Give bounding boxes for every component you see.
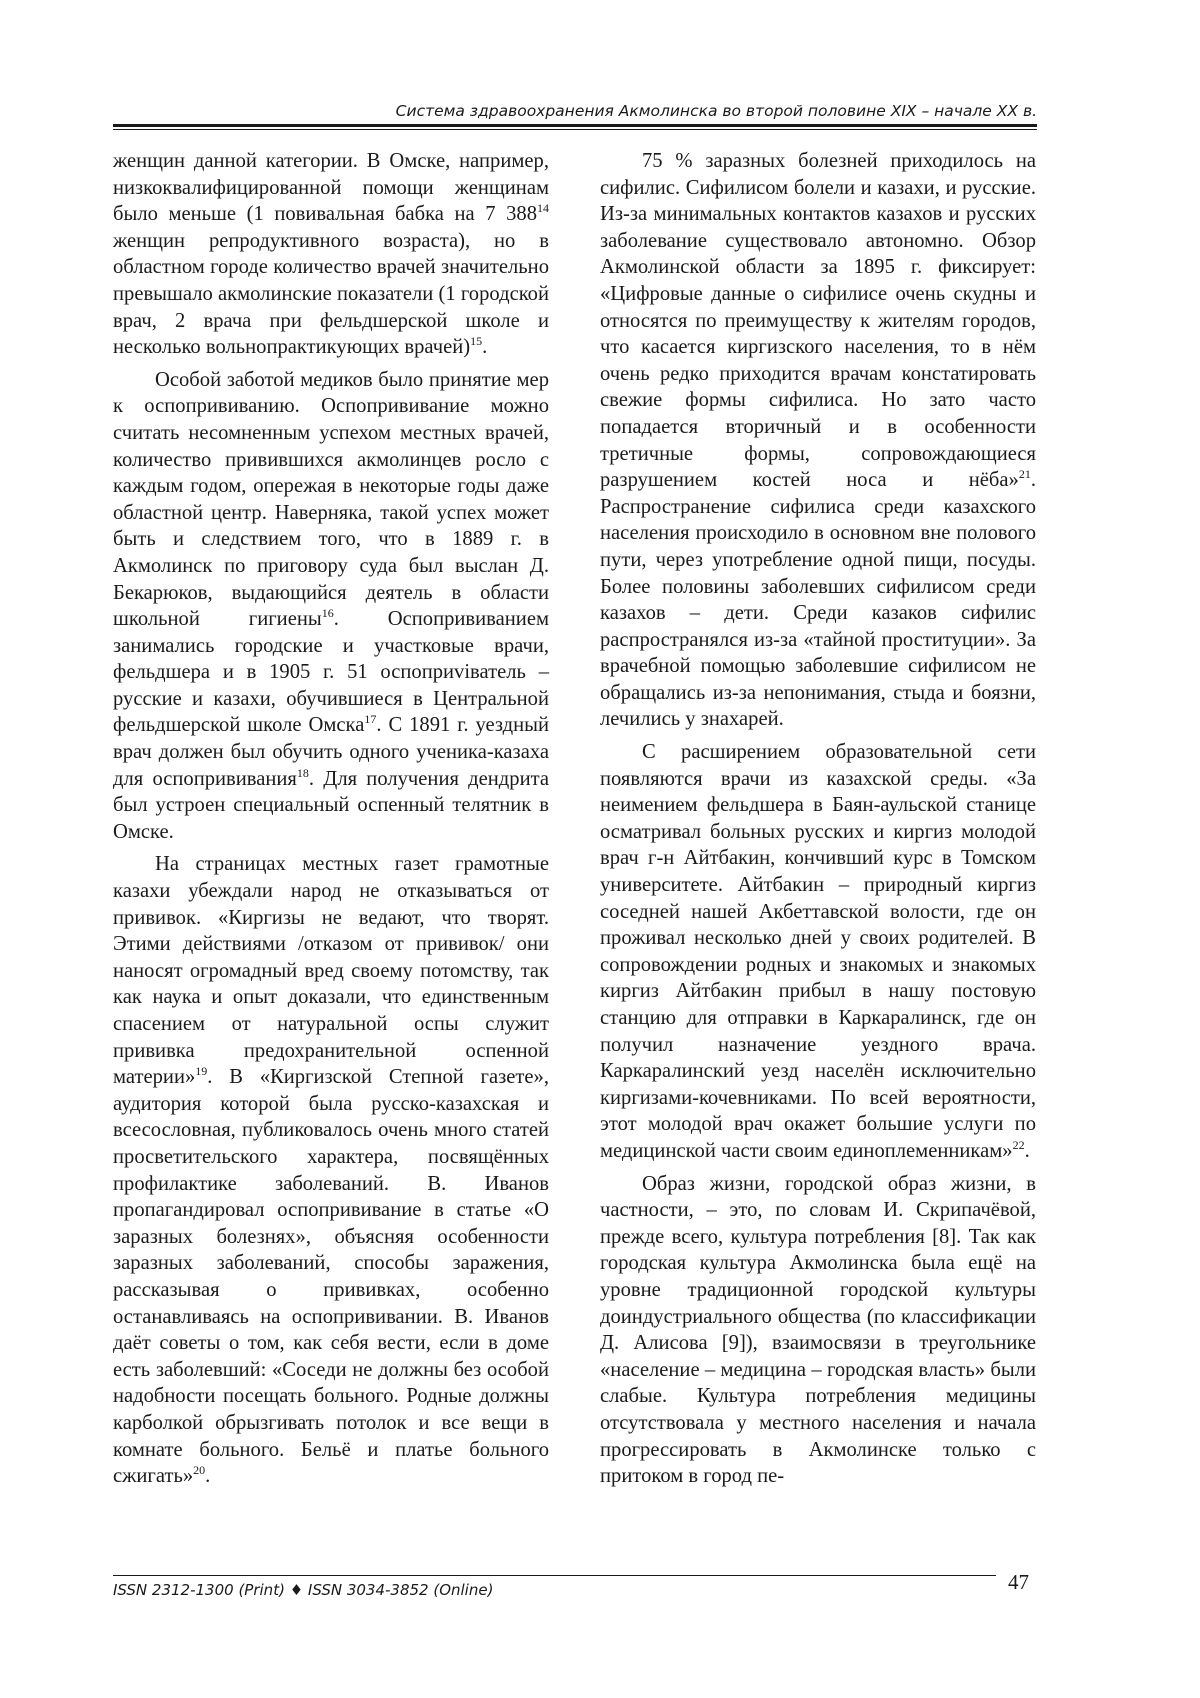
footnote-ref: 21	[1018, 467, 1031, 482]
footnote-ref: 18	[296, 765, 309, 780]
text-run: На страницах местных газет грамотные казахи убеждали народ не отказываться от прививок. «Киргизы не ведают, что творят. Этими действиями /отказом от прививок/ они наносят огромадный вред своему потомству, так как наука и опыт доказали, что единственным спасением от натуральной оспы служит прививка предохранительной оспенной материи»	[113, 853, 549, 1089]
text-run: . В «Киргизской Степной газете», аудитория которой была русско-казахская и всесословная, публиковалось очень много статей просветительского характера, посвящённых профилактике заболеваний. В. Иванов пропагандировал оспопрививание в статье «О заразных болезнях», объясняя особенности заразных заболеваний, способы заражения, рассказывая о прививках, особенно останавливаясь на оспопрививании. В. Иванов даёт советы о том, как себя вести, если в доме есть заболевший: «Соседи не должны без особой надобности посещать больного. Родные должны карболкой обрызгивать потолок и все вещи в комнате больного. Бельё и платье больного сжигать»	[113, 1066, 549, 1488]
right-paragraph	[600, 148, 1036, 733]
text-run: Образ жизни, городской образ жизни, в частности, – это, по словам И. Скрипачёвой, прежде всего, культура потребления [8]. Так как городская культура Акмолинска была ещё на уровне традиционной городской культуры доиндустриального общества (по классификации Д. Алисова [9]), взаимосвязи в треугольнике «население – медицина – городская власть» были слабые. Культура потребления медицины отсутствовала у местного населения и начала прогрессировать в Акмолинске только с притоком в город пе-	[600, 1172, 1036, 1488]
right-column	[600, 148, 1036, 1490]
left-paragraph	[113, 148, 549, 361]
footnote-ref: 19	[195, 1064, 208, 1079]
left-paragraph	[113, 851, 549, 1489]
text-run: . С 1891 г. уездный врач должен был обучить одного ученика-казаха для оспопрививания	[113, 714, 549, 790]
text-run: женщин репродуктивного возраста), но в областном городе количество врачей значительно превышало акмолинские показатели (1 городской врач, 2 врача при фельдшерской школе и несколько вольнопрактикующих врачей)	[113, 229, 549, 359]
text-run: 75 % заразных болезней приходилось на сифилис. Сифилисом болели и казахи, и русские. Из-за минимальных контактов казахов и русских заболевание существовало автономно. Обзор Акмолинской области за 1895 г. фиксирует: «Цифровые данные о сифилисе очень скудны и относятся по преимуществу к жителям городов, что касается киргизского населения, то в нём очень редко приходится врачам констатировать свежие формы сифилиса. Но зато часто попадается вторичный и в особенности третичные формы, сопровождающиеся разрушением костей носа и нёба»	[600, 150, 1036, 492]
footer-rule	[113, 1575, 996, 1576]
text-run: . Оспопрививанием занимались городские и участковые врачи, фельдшера и в 1905 г. 51 оспоприviватель – русские и казахи, обучившиеся в Центральной фельдшерской школе Омска	[113, 608, 549, 737]
issn-line: ISSN 2312-1300 (Print) ♦ ISSN 3034-3852 (Online)	[113, 1581, 494, 1599]
text-run: .	[1024, 1139, 1030, 1162]
footnote-ref: 15	[470, 334, 483, 349]
footnote-ref: 17	[364, 712, 377, 727]
header-rule-thin	[113, 129, 1037, 130]
page-number: 47	[1008, 1570, 1029, 1594]
text-run: .	[482, 336, 488, 359]
text-run: . Для получения дендрита был устроен специальный оспенный телятник в Омске.	[113, 767, 549, 843]
right-paragraph	[600, 739, 1036, 1165]
text-run: женщин данной категории. В Омске, например, низкоквалифицированной помощи женщинам было меньше (1 повивальная бабка на 7 388	[113, 150, 549, 226]
header-rule-thick	[113, 124, 1037, 127]
left-column	[113, 148, 549, 1490]
footnote-ref: 14	[537, 201, 549, 216]
right-paragraph	[600, 1171, 1036, 1490]
text-run: . Распространение сифилиса среди казахского населения происходило в основном вне полового пути, через употребление одной пищи, посуды. Более половины заболевших сифилисом среди казахов – дети. Среди казаков сифилис распространялся из-за «тайной проституции». За врачебной помощью заболевшие сифилисом не обращались из-за непонимания, стыда и боязни, лечились у знахарей.	[600, 469, 1036, 731]
running-title: Система здравоохранения Акмолинска во второй половине XIX – начале XX в.	[395, 102, 1037, 120]
text-run: Особой заботой медиков было принятие мер к оспопрививанию. Оспопрививание можно считать несомненным успехом местных врачей, количество привившихся акмолинцев росло с каждым годом, опережая в некоторые годы даже областной центр. Наверняка, такой успех может быть и следствием того, что в 1889 г. в Акмолинск по приговору суда был выслан Д. Бекарюков, выдающийся деятель в области школьной гигиены	[113, 368, 549, 631]
left-paragraph	[113, 367, 549, 846]
footnote-ref: 16	[321, 606, 334, 621]
footnote-ref: 22	[1012, 1137, 1025, 1152]
text-run: .	[205, 1465, 211, 1488]
footnote-ref: 20	[193, 1463, 206, 1478]
text-run: С расширением образовательной сети появляются врачи из казахской среды. «За неимением фельдшера в Баян-аульской станице осматривал больных русских и киргиз молодой врач г-н Айтбакин, кончивший курс в Томском университете. Айтбакин – природный киргиз соседней нашей Акбеттавской волости, где он проживал несколько дней у своих родителей. В сопровождении родных и знакомых и знакомых киргиз Айтбакин прибыл в нашу постовую станцию для отправки в Каркаралинск, где он получил назначение уездного врача. Каркаралинский уезд населён исключительно киргизами-кочевниками. По всей вероятности, этот молодой врач окажет большие услуги по медицинской части своим единоплеменникам»	[600, 741, 1036, 1162]
